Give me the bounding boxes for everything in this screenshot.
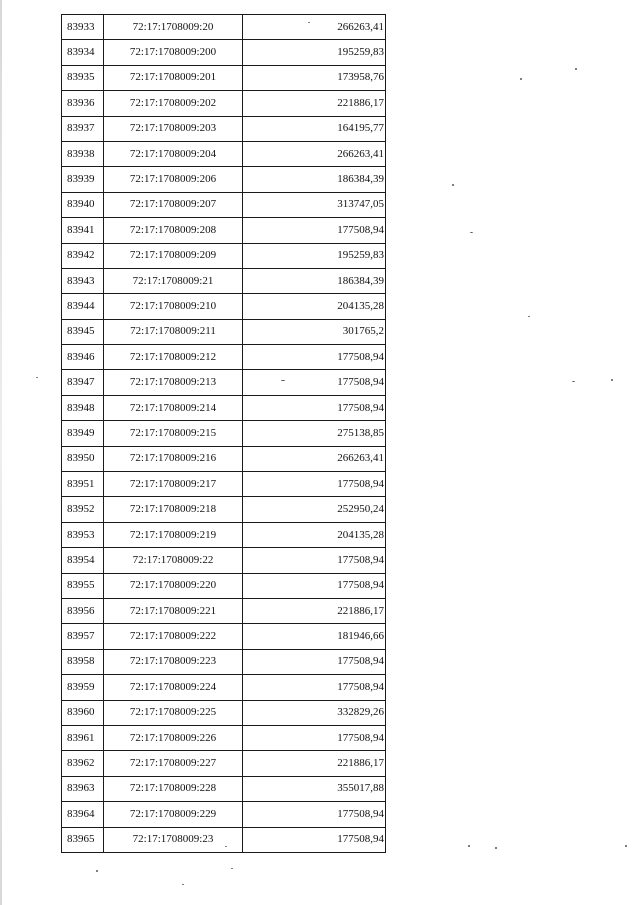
cadastral-number-cell: 72:17:1708009:221 [104, 598, 243, 623]
cadastral-number-cell: 72:17:1708009:224 [104, 675, 243, 700]
row-number-cell: 83950 [62, 446, 104, 471]
row-number-cell: 83946 [62, 345, 104, 370]
cadastral-value-table [61, 14, 386, 853]
scan-noise-speck [625, 845, 627, 847]
table-row [62, 548, 386, 573]
scan-noise-speck [572, 381, 575, 382]
cadastral-value-cell: 186384,39 [243, 268, 386, 293]
cadastral-number-cell: 72:17:1708009:210 [104, 294, 243, 319]
cadastral-number-cell: 72:17:1708009:207 [104, 192, 243, 217]
table-row [62, 15, 386, 40]
table-row [62, 649, 386, 674]
table-row [62, 294, 386, 319]
cadastral-value-cell: 275138,85 [243, 421, 386, 446]
cadastral-number-cell: 72:17:1708009:217 [104, 472, 243, 497]
scan-noise-speck [96, 870, 98, 872]
table-row [62, 370, 386, 395]
cadastral-value-cell: 177508,94 [243, 725, 386, 750]
cadastral-value-cell: 195259,83 [243, 40, 386, 65]
table-row [62, 472, 386, 497]
table-row [62, 268, 386, 293]
row-number-cell: 83955 [62, 573, 104, 598]
cadastral-number-cell: 72:17:1708009:227 [104, 751, 243, 776]
cadastral-value-cell: 177508,94 [243, 395, 386, 420]
table-row [62, 802, 386, 827]
cadastral-value-cell: 164195,77 [243, 116, 386, 141]
row-number-cell: 83942 [62, 243, 104, 268]
table-row [62, 675, 386, 700]
row-number-cell: 83947 [62, 370, 104, 395]
table-row [62, 218, 386, 243]
scan-noise-speck [470, 232, 473, 233]
row-number-cell: 83934 [62, 40, 104, 65]
cadastral-number-cell: 72:17:1708009:229 [104, 802, 243, 827]
cadastral-value-cell: 177508,94 [243, 345, 386, 370]
row-number-cell: 83940 [62, 192, 104, 217]
table-row [62, 497, 386, 522]
cadastral-number-cell: 72:17:1708009:225 [104, 700, 243, 725]
table-row [62, 40, 386, 65]
scan-noise-speck [308, 22, 310, 23]
cadastral-number-cell: 72:17:1708009:219 [104, 522, 243, 547]
scan-noise-speck [452, 184, 454, 186]
cadastral-value-cell: 355017,88 [243, 776, 386, 801]
row-number-cell: 83951 [62, 472, 104, 497]
cadastral-value-cell: 195259,83 [243, 243, 386, 268]
cadastral-number-cell: 72:17:1708009:216 [104, 446, 243, 471]
table-row [62, 725, 386, 750]
table-row [62, 421, 386, 446]
table-row [62, 65, 386, 90]
cadastral-value-cell: 177508,94 [243, 548, 386, 573]
table-row [62, 395, 386, 420]
cadastral-value-cell: 177508,94 [243, 675, 386, 700]
cadastral-value-cell: 177508,94 [243, 802, 386, 827]
table-row [62, 522, 386, 547]
row-number-cell: 83939 [62, 167, 104, 192]
cadastral-value-cell: 332829,26 [243, 700, 386, 725]
table-row [62, 598, 386, 623]
cadastral-number-cell: 72:17:1708009:215 [104, 421, 243, 446]
cadastral-value-cell: 221886,17 [243, 751, 386, 776]
scan-noise-speck [611, 379, 613, 381]
cadastral-value-cell: 266263,41 [243, 15, 386, 40]
row-number-cell: 83938 [62, 141, 104, 166]
row-number-cell: 83965 [62, 827, 104, 852]
cadastral-number-cell: 72:17:1708009:213 [104, 370, 243, 395]
cadastral-value-cell: 177508,94 [243, 370, 386, 395]
row-number-cell: 83944 [62, 294, 104, 319]
cadastral-number-cell: 72:17:1708009:206 [104, 167, 243, 192]
scan-noise-speck [528, 316, 530, 317]
row-number-cell: 83949 [62, 421, 104, 446]
scan-noise-speck [468, 845, 470, 847]
row-number-cell: 83952 [62, 497, 104, 522]
cadastral-number-cell: 72:17:1708009:23 [104, 827, 243, 852]
table-row [62, 345, 386, 370]
row-number-cell: 83933 [62, 15, 104, 40]
table-row [62, 446, 386, 471]
cadastral-number-cell: 72:17:1708009:218 [104, 497, 243, 522]
cadastral-number-cell: 72:17:1708009:226 [104, 725, 243, 750]
row-number-cell: 83936 [62, 91, 104, 116]
cadastral-number-cell: 72:17:1708009:21 [104, 268, 243, 293]
cadastral-number-cell: 72:17:1708009:223 [104, 649, 243, 674]
row-number-cell: 83963 [62, 776, 104, 801]
cadastral-number-cell: 72:17:1708009:203 [104, 116, 243, 141]
scan-edge-shadow [0, 0, 2, 905]
row-number-cell: 83962 [62, 751, 104, 776]
cadastral-value-cell: 266263,41 [243, 446, 386, 471]
cadastral-number-cell: 72:17:1708009:20 [104, 15, 243, 40]
cadastral-number-cell: 72:17:1708009:201 [104, 65, 243, 90]
table-row [62, 776, 386, 801]
table-row [62, 91, 386, 116]
table-row [62, 751, 386, 776]
row-number-cell: 83945 [62, 319, 104, 344]
scan-noise-speck [225, 846, 227, 847]
cadastral-number-cell: 72:17:1708009:204 [104, 141, 243, 166]
cadastral-number-cell: 72:17:1708009:200 [104, 40, 243, 65]
cadastral-number-cell: 72:17:1708009:202 [104, 91, 243, 116]
scan-noise-speck [575, 68, 577, 70]
table-row [62, 192, 386, 217]
cadastral-number-cell: 72:17:1708009:212 [104, 345, 243, 370]
cadastral-value-cell: 266263,41 [243, 141, 386, 166]
row-number-cell: 83961 [62, 725, 104, 750]
cadastral-value-cell: 204135,28 [243, 294, 386, 319]
cadastral-number-cell: 72:17:1708009:211 [104, 319, 243, 344]
row-number-cell: 83937 [62, 116, 104, 141]
cadastral-value-cell: 177508,94 [243, 218, 386, 243]
table-row [62, 319, 386, 344]
scan-noise-speck [281, 380, 285, 381]
cadastral-value-cell: 177508,94 [243, 472, 386, 497]
cadastral-number-cell: 72:17:1708009:22 [104, 548, 243, 573]
cadastral-number-cell: 72:17:1708009:228 [104, 776, 243, 801]
cadastral-number-cell: 72:17:1708009:208 [104, 218, 243, 243]
cadastral-number-cell: 72:17:1708009:214 [104, 395, 243, 420]
row-number-cell: 83948 [62, 395, 104, 420]
table-row [62, 141, 386, 166]
row-number-cell: 83953 [62, 522, 104, 547]
scan-noise-speck [231, 868, 233, 869]
row-number-cell: 83954 [62, 548, 104, 573]
cadastral-value-cell: 173958,76 [243, 65, 386, 90]
cadastral-value-cell: 221886,17 [243, 91, 386, 116]
table-row [62, 116, 386, 141]
scan-noise-speck [36, 377, 38, 378]
scan-noise-speck [495, 847, 497, 849]
row-number-cell: 83958 [62, 649, 104, 674]
cadastral-value-cell: 177508,94 [243, 827, 386, 852]
table-row [62, 573, 386, 598]
row-number-cell: 83964 [62, 802, 104, 827]
cadastral-number-cell: 72:17:1708009:209 [104, 243, 243, 268]
table-row [62, 624, 386, 649]
cadastral-value-cell: 177508,94 [243, 649, 386, 674]
table-row [62, 167, 386, 192]
scan-noise-speck [182, 884, 184, 885]
cadastral-value-cell: 313747,05 [243, 192, 386, 217]
row-number-cell: 83943 [62, 268, 104, 293]
table-row [62, 243, 386, 268]
cadastral-value-cell: 186384,39 [243, 167, 386, 192]
cadastral-value-cell: 204135,28 [243, 522, 386, 547]
row-number-cell: 83957 [62, 624, 104, 649]
cadastral-number-cell: 72:17:1708009:222 [104, 624, 243, 649]
cadastral-value-cell: 177508,94 [243, 573, 386, 598]
row-number-cell: 83960 [62, 700, 104, 725]
cadastral-number-cell: 72:17:1708009:220 [104, 573, 243, 598]
cadastral-value-cell: 221886,17 [243, 598, 386, 623]
cadastral-value-cell: 301765,2 [243, 319, 386, 344]
cadastral-value-cell: 252950,24 [243, 497, 386, 522]
table-body [62, 15, 386, 853]
table-row [62, 827, 386, 852]
row-number-cell: 83956 [62, 598, 104, 623]
scan-noise-speck [520, 78, 522, 80]
table-row [62, 700, 386, 725]
row-number-cell: 83941 [62, 218, 104, 243]
row-number-cell: 83959 [62, 675, 104, 700]
cadastral-value-cell: 181946,66 [243, 624, 386, 649]
row-number-cell: 83935 [62, 65, 104, 90]
